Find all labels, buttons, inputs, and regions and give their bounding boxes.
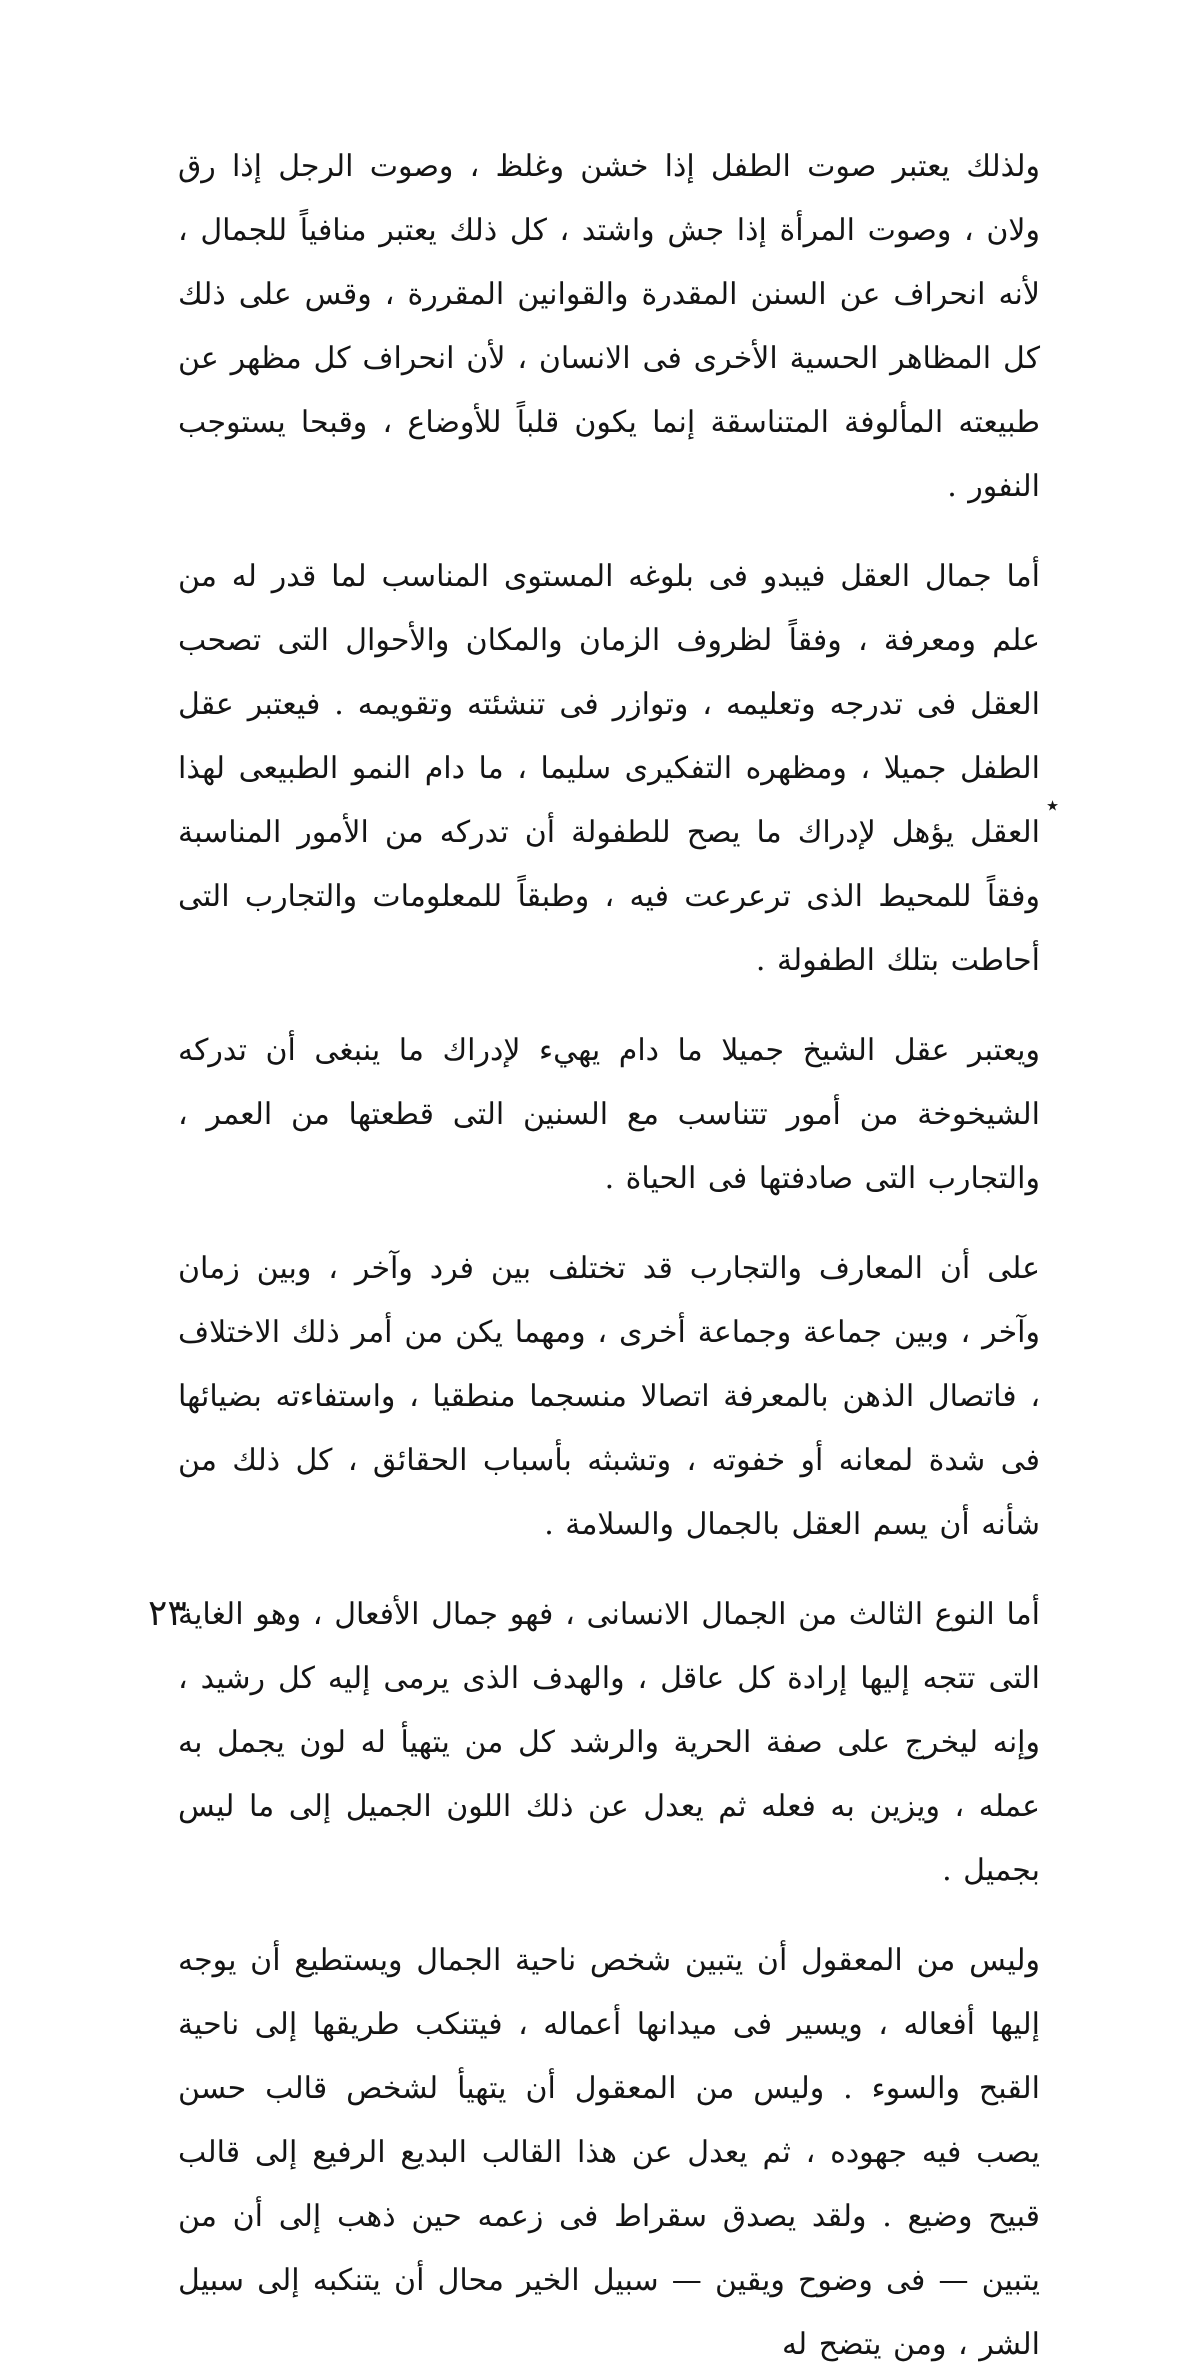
body-text <box>178 135 1040 2377</box>
paragraph-4: على أن المعارف والتجارب قد تختلف بين فرد وآخر ، وبين زمان وآخر ، وبين جماعة وجماعة أخرى ، ومهما يكن من أمر ذلك الاختلاف ، فاتصال الذهن بالمعرفة اتصالا منسجما منطقيا ، واستفاءته بضيائها فى شدة لمعانه أو خفوته ، وتشبثه بأسباب الحقائق ، كل ذلك من شأنه أن يسم العقل بالجمال والسلامة . <box>178 1251 1040 1542</box>
paragraph-5: أما النوع الثالث من الجمال الانسانى ، فهو جمال الأفعال ، وهو الغاية التى تتجه إليها إرادة كل عاقل ، والهدف الذى يرمى إليه كل رشيد ، وإنه ليخرج على صفة الحرية والرشد كل من يتهيأ له لون يجمل به عمله ، ويزين به فعله ثم يعدل عن ذلك اللون الجميل إلى ما ليس بجميل . <box>178 1597 1040 1888</box>
paragraph-3: ويعتبر عقل الشيخ جميلا ما دام يهيء لإدراك ما ينبغى أن تدركه الشيخوخة من أمور تتناسب مع السنين التى قطعتها من العمر ، والتجارب التى صادفتها فى الحياة . <box>178 1033 1040 1196</box>
paragraph-1: ولذلك يعتبر صوت الطفل إذا خشن وغلظ ، وصوت الرجل إذا رق ولان ، وصوت المرأة إذا جش واشتد ، كل ذلك يعتبر منافياً للجمال ، لأنه انحراف عن السنن المقدرة والقوانين المقررة ، وقس على ذلك كل المظاهر الحسية الأخرى فى الانسان ، لأن انحراف كل مظهر عن طبيعته المألوفة المتناسقة إنما يكون قلباً للأوضاع ، وقبحا يستوجب النفور . <box>178 149 1040 504</box>
page-number: ٢٣ <box>148 1593 187 1634</box>
margin-mark: ٭ <box>1046 791 1060 819</box>
paragraph-2: أما جمال العقل فيبدو فى بلوغه المستوى المناسب لما قدر له من علم ومعرفة ، وفقاً لظروف الزمان والمكان والأحوال التى تصحب العقل فى تدرجه وتعليمه ، وتوازر فى تنشئته وتقويمه . فيعتبر عقل الطفل جميلا ، ومظهره التفكيرى سليما ، ما دام النمو الطبيعى لهذا العقل يؤهل لإدراك ما يصح للطفولة أن تدركه من الأمور المناسبة وفقاً للمحيط الذى ترعرعت فيه ، وطبقاً للمعلومات والتجارب التى أحاطت بتلك الطفولة . <box>178 559 1040 978</box>
paragraph-6: وليس من المعقول أن يتبين شخص ناحية الجمال ويستطيع أن يوجه إليها أفعاله ، ويسير فى ميدانها أعماله ، فيتنكب طريقها إلى ناحية القبح والسوء . وليس من المعقول أن يتهيأ لشخص قالب حسن يصب فيه جهوده ، ثم يعدل عن هذا القالب البديع الرفيع إلى قالب قبيح وضيع . ولقد يصدق سقراط فى زعمه حين ذهب إلى أن من يتبين — فى وضوح ويقين — سبيل الخير محال أن يتنكبه إلى سبيل الشر ، ومن يتضح له <box>178 1943 1040 2362</box>
